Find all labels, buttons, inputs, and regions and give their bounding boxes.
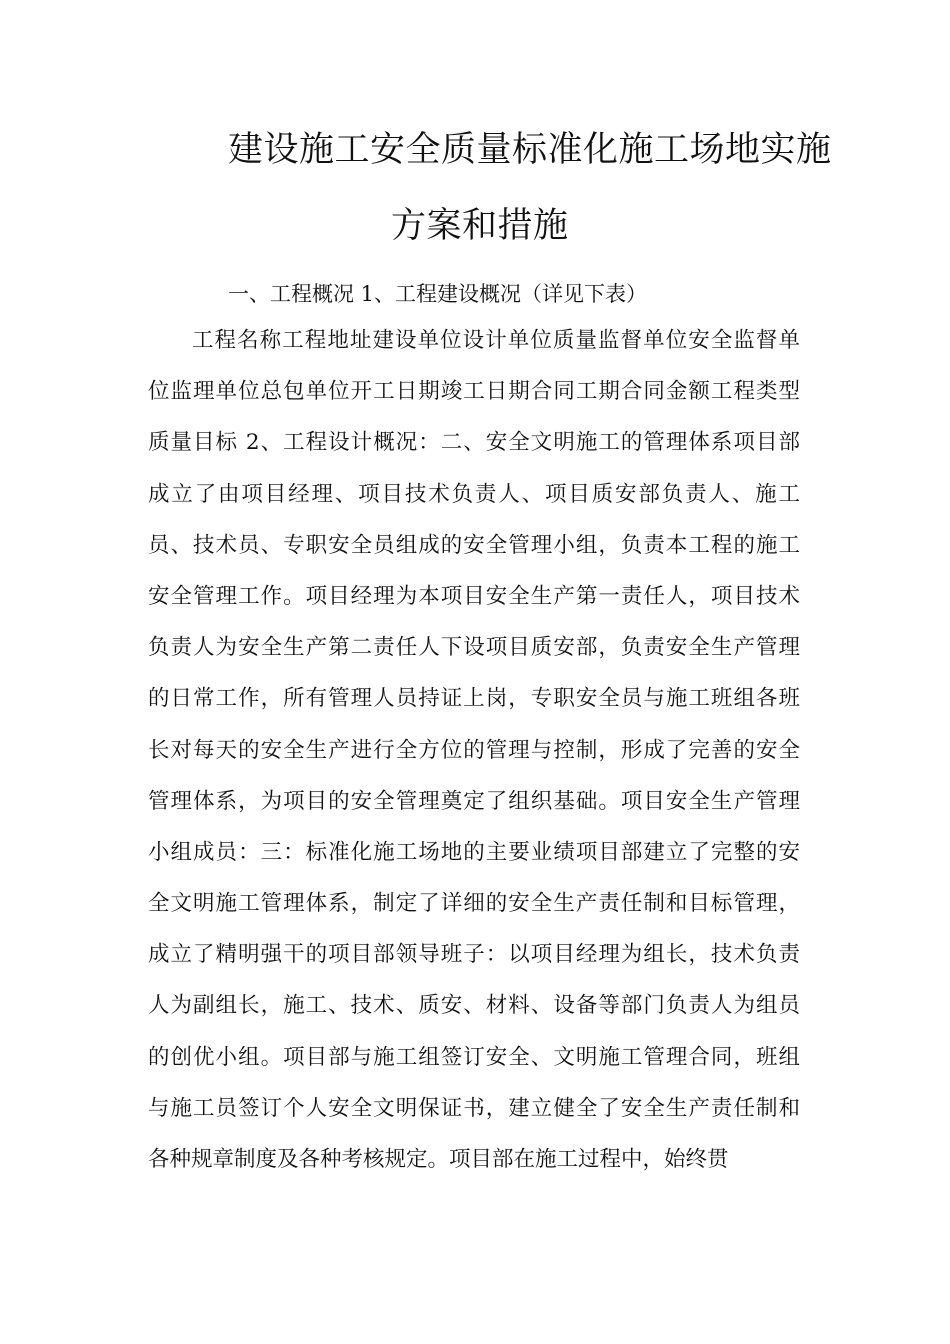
body-line: 管理体系，为项目的安全管理奠定了组织基础。项目安全生产管理 — [148, 788, 800, 814]
body-line: 质量目标 2、工程设计概况：二、安全文明施工的管理体系项目部 — [148, 430, 800, 456]
body-line: 人为副组长，施工、技术、质安、材料、设备等部门负责人为组员 — [148, 993, 800, 1019]
body-paragraph — [148, 328, 800, 1198]
body-line: 成立了精明强干的项目部领导班子：以项目经理为组长，技术负责 — [148, 942, 800, 968]
body-line: 员、技术员、专职安全员组成的安全管理小组，负责本工程的施工 — [148, 532, 800, 558]
body-line: 安全管理工作。项目经理为本项目安全生产第一责任人，项目技术 — [148, 583, 800, 609]
body-line: 各种规章制度及各种考核规定。项目部在施工过程中，始终贯 — [148, 1147, 729, 1172]
body-line: 长对每天的安全生产进行全方位的管理与控制，形成了完善的安全 — [148, 737, 800, 763]
body-line: 工程名称工程地址建设单位设计单位质量监督单位安全监督单 — [192, 328, 800, 353]
body-line: 成立了由项目经理、项目技术负责人、项目质安部负责人、施工 — [148, 481, 800, 507]
body-line: 与施工员签订个人安全文明保证书，建立健全了安全生产责任制和 — [148, 1095, 800, 1121]
section-heading: 一、工程概况 1、工程建设概况（详见下表） — [228, 282, 648, 306]
body-line: 小组成员：三：标准化施工场地的主要业绩项目部建立了完整的安 — [148, 839, 800, 865]
document-title-line-2: 方案和措施 — [391, 206, 569, 246]
body-line: 的日常工作，所有管理人员持证上岗，专职安全员与施工班组各班 — [148, 686, 800, 712]
document-title-line-1: 建设施工安全质量标准化施工场地实施 — [228, 130, 832, 170]
body-line: 负责人为安全生产第二责任人下设项目质安部，负责安全生产管理 — [148, 635, 800, 661]
body-line: 全文明施工管理体系，制定了详细的安全生产责任制和目标管理， — [148, 891, 800, 917]
body-line: 的创优小组。项目部与施工组签订安全、文明施工管理合同，班组 — [148, 1044, 800, 1070]
body-line: 位监理单位总包单位开工日期竣工日期合同工期合同金额工程类型 — [148, 379, 800, 405]
